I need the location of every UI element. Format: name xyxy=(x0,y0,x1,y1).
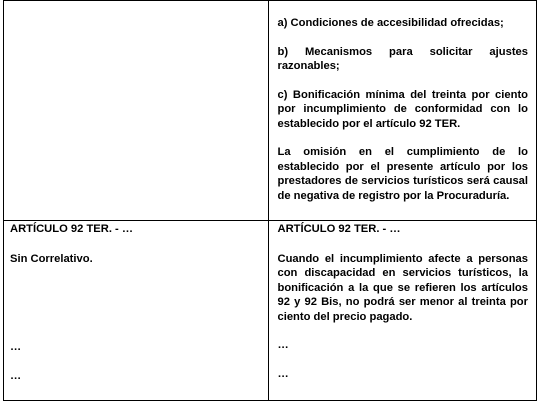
table-row xyxy=(4,1,537,221)
ellipsis-left-1: … xyxy=(10,341,22,353)
left-cell-empty xyxy=(4,1,269,221)
article-heading-right: ARTÍCULO 92 TER. - … xyxy=(277,223,401,235)
ellipsis-left-2: … xyxy=(10,369,22,382)
right-cell-provisions xyxy=(269,1,537,221)
ellipsis-right-1: … xyxy=(277,339,289,351)
comparison-table xyxy=(3,0,537,401)
item-b: b) Mecanismos para solicitar ajustes razonables; xyxy=(277,45,528,72)
item-a: a) Condiciones de accesibilidad ofrecidas; xyxy=(277,17,504,29)
proposal-paragraph: Cuando el incumplimiento afecte a personas con discapacidad en servicios turísticos, la bonificación a la que se refieren los artículos 92 y 92 Bis, no podrá ser menor al treinta por ciento del precio pagado. xyxy=(277,252,528,323)
no-correlative-text: Sin Correlativo. xyxy=(10,252,93,265)
article-heading-left: ARTÍCULO 92 TER. - … xyxy=(10,223,134,235)
right-cell-proposal xyxy=(269,221,537,401)
table-row xyxy=(4,221,537,401)
omission-paragraph: La omisión en el cumplimiento de lo establecido por el presente artículo por los prestadores de servicios turísticos será causal de negativa de registro por la Procuraduría. xyxy=(277,146,528,202)
left-cell-current-law xyxy=(4,221,269,401)
ellipsis-right-2: … xyxy=(277,367,289,380)
item-c: c) Bonificación mínima del treinta por ciento por incumplimiento de conformidad con lo establecido por el artículo 92 TER. xyxy=(277,88,528,130)
